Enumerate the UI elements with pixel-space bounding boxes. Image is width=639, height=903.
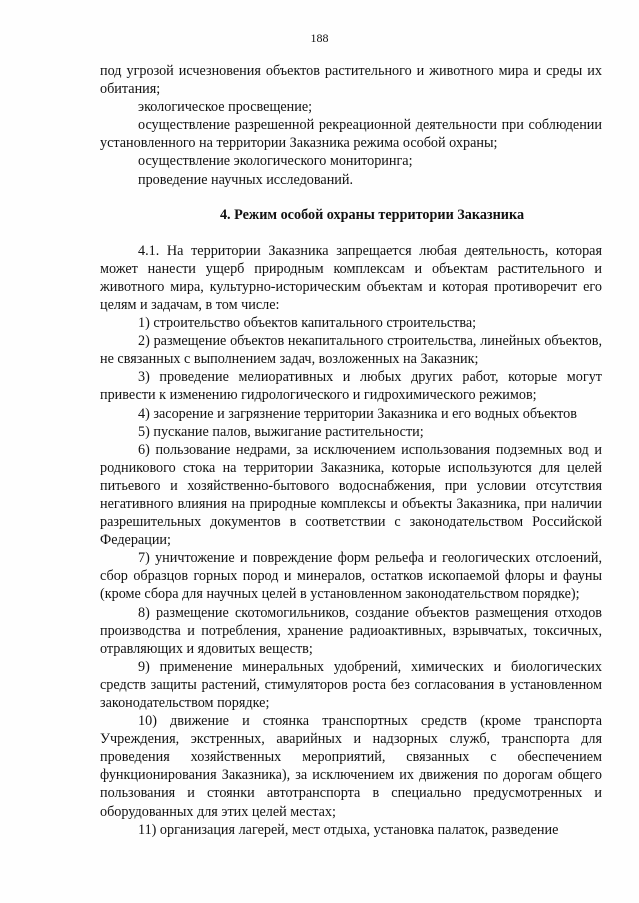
section-heading: 4. Режим особой охраны территории Заказника: [219, 206, 525, 223]
list-item: 6) пользование недрами, за исключением использования подземных вод и родникового стока на территории Заказника, которые используются для целей питьевого и хозяйственно-бытового водоснабжения, при условии отсутствия негативного влияния на природные комплексы и объекты Заказника, при наличии разрешительных документов в соответствии с законодательством Российской Федерации;: [100, 441, 602, 549]
paragraph: проведение научных исследований.: [138, 171, 354, 188]
list-item: 9) применение минеральных удобрений, химических и биологических средств защиты растений, стимуляторов роста без согласования в установленном законодательством порядке;: [100, 658, 602, 711]
document-body: [100, 62, 602, 839]
list-item: 7) уничтожение и повреждение форм рельефа и геологических отслоений, сбор образцов горных пород и минералов, остатков ископаемой флоры и фауны (кроме сбора для научных целей в установленном законодательством порядке);: [100, 550, 602, 603]
list-item: 11) организация лагерей, мест отдыха, установка палаток, разведение: [138, 821, 559, 838]
paragraph: экологическое просвещение;: [138, 99, 313, 116]
paragraph: осуществление разрешенной рекреационной деятельности при соблюдении установленного на территории Заказника режима особой охраны;: [100, 117, 602, 152]
list-item: 4) засорение и загрязнение территории Заказника и его водных объектов: [138, 405, 577, 422]
list-item: 2) размещение объектов некапитального строительства, линейных объектов, не связанных с выполнением задач, возложенных на Заказник;: [100, 333, 602, 368]
list-item: 1) строительство объектов капитального строительства;: [138, 315, 477, 332]
page-number: 188: [310, 31, 329, 45]
list-item: 5) пускание палов, выжигание растительности;: [138, 423, 424, 440]
paragraph-intro: 4.1. На территории Заказника запрещается любая деятельность, которая может нанести ущерб природным комплексам и объектам растительного и животного мира, культурно-историческим объектам и которая противоречит его целям и задачам, в том числе:: [100, 242, 602, 313]
paragraph: осуществление экологического мониторинга;: [138, 153, 413, 170]
list-item: 8) размещение скотомогильников, создание объектов размещения отходов производства и потребления, хранение радиоактивных, взрывчатых, токсичных, отравляющих и ядовитых веществ;: [100, 604, 602, 657]
paragraph: под угрозой исчезновения объектов растительного и животного мира и среды их обитания;: [100, 63, 602, 98]
list-item: 10) движение и стоянка транспортных средств (кроме транспорта Учреждения, экстренных, аварийных и надзорных служб, транспорта для проведения хозяйственных мероприятий, связанных с обеспечением функционирования Заказника), за исключением их движения по дорогам общего пользования и стоянки автотранспорта в специально предусмотренных и оборудованных для этих целей местах;: [100, 713, 602, 820]
list-item: 3) проведение мелиоративных и любых других работ, которые могут привести к изменению гидрологического и гидрохимического режимов;: [100, 369, 602, 404]
